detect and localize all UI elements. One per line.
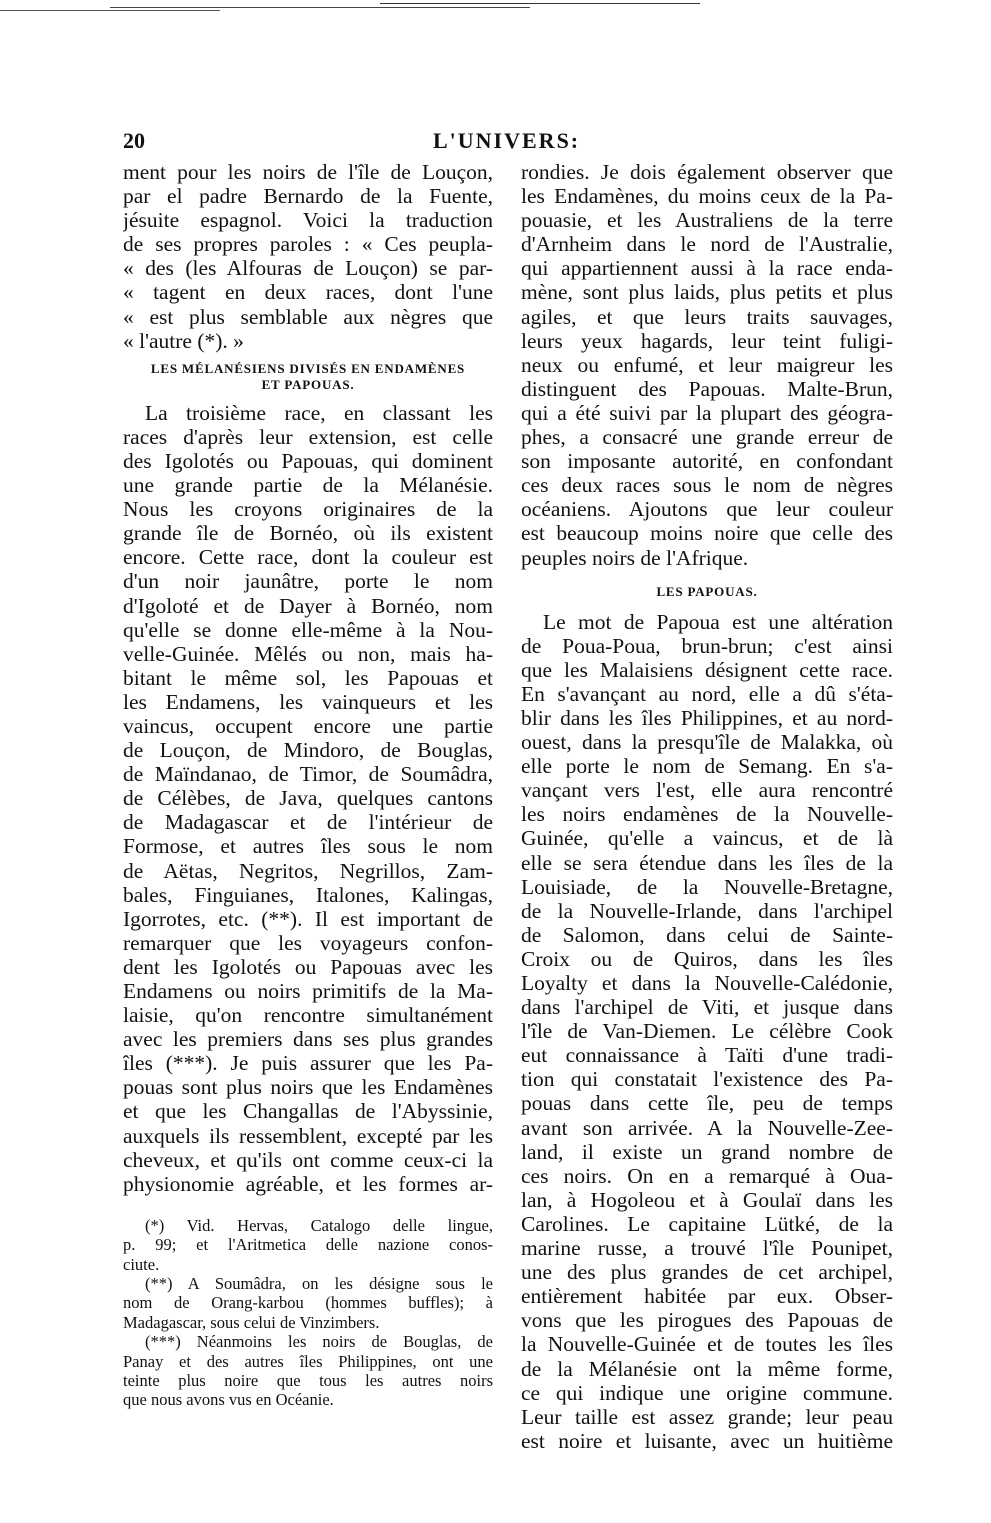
text-line: les Endamènes, du moins ceux de la Pa- — [521, 184, 893, 209]
section-heading-line: LES MÉLANÉSIENS DIVISÉS EN ENDAMÈNES — [150, 360, 466, 376]
text-line: lan, à Hogoleou et à Goulaï dans les — [521, 1187, 893, 1212]
footnote-line: (***) Néanmoins les noirs de Bouglas, de — [145, 1332, 493, 1352]
text-line: ces deux races sous le nom de nègres — [521, 473, 893, 498]
text-line: des Igolotés ou Papouas, qui dominent — [123, 448, 493, 473]
text-line: pouasie, et les Australiens de la terre — [521, 208, 893, 233]
text-line: de la Nouvelle-Irlande, dans l'archipel — [521, 898, 893, 923]
text-line: pouas sont plus noirs que les Endamènes — [123, 1075, 493, 1100]
text-line: peuples noirs de l'Afrique. — [521, 545, 749, 570]
footnote-line: que nous avons vus en Océanie. — [123, 1390, 334, 1410]
text-line: distinguent des Papouas. Malte-Brun, — [521, 376, 893, 401]
text-line: vaincus, occupent encore une partie — [123, 713, 493, 738]
text-line: vons que les pirogues des Papouas de — [521, 1308, 893, 1333]
running-head — [123, 128, 898, 158]
text-line: de Poua-Poua, brun-brun; c'est ainsi — [521, 633, 893, 658]
text-line: son imposante autorité, en confondant — [521, 449, 893, 474]
text-line: jésuite espagnol. Voici la traduction — [123, 208, 493, 233]
footnote-line: teinte plus noire que tous les autres noirs — [123, 1370, 493, 1390]
text-line: « tagent en deux races, dont l'une — [123, 280, 493, 305]
section-heading-line: ET PAPOUAS. — [261, 376, 355, 392]
paragraph-intro — [123, 160, 493, 353]
text-line: Carolines. Le capitaine Lütké, de la — [521, 1211, 893, 1236]
text-line: entièrement habitée par eux. Obser- — [521, 1284, 893, 1309]
section-heading-papouas: LES PAPOUAS. — [656, 583, 758, 599]
text-line: Louisiade, de la Nouvelle-Bretagne, — [521, 874, 893, 899]
footnote-line: nom de Orang-karbou (hommes buffles); à — [123, 1293, 493, 1313]
text-line: grande île de Bornéo, où ils existent — [123, 521, 493, 546]
footnote-line: p. 99; et l'Aritmetica delle nazione conos- — [123, 1235, 493, 1255]
text-line: de Célèbes, de Java, quelques cantons — [123, 786, 493, 811]
footnote-line: Madagascar, sous celui de Vinzimbers. — [123, 1312, 380, 1332]
text-line: rondies. Je dois également observer que — [521, 160, 893, 184]
text-line: « est plus semblable aux nègres que — [123, 304, 493, 329]
text-line: auxquels ils ressemblent, excepté par les — [123, 1123, 493, 1148]
text-line: de Aëtas, Negritos, Negrillos, Zam- — [123, 858, 493, 883]
text-line: physionomie agréable, et les formes ar- — [123, 1171, 493, 1196]
text-line: Le mot de Papoua est une altération — [543, 609, 893, 634]
text-line: d'Arnheim dans le nord de l'Australie, — [521, 232, 893, 257]
text-line: l'île de Van-Diemen. Le célèbre Cook — [521, 1019, 893, 1044]
paragraph-papoua-etymology — [521, 610, 893, 1453]
text-line: de la Mélanésie ont la même forme, — [521, 1356, 893, 1381]
text-line: mène, sont plus laids, plus petits et plus — [521, 280, 893, 305]
text-line: leurs yeux hagards, leur teint fuligi- — [521, 328, 893, 353]
section-heading-melanesiens — [123, 361, 493, 393]
text-line: Endamens ou noirs primitifs de la Ma- — [123, 979, 493, 1003]
text-line: de Madagascar et de l'intérieur de — [123, 810, 493, 835]
text-line: qu'elle se donne elle-même à la Nou- — [123, 617, 493, 642]
text-line: ces noirs. On en a remarqué à Oua- — [521, 1163, 893, 1188]
text-line: qui a été suivi par la plupart des géogra- — [521, 400, 893, 425]
text-line: blir dans les îles Philippines, et au nord- — [521, 705, 893, 730]
text-line: encore. Cette race, dont la couleur est — [123, 545, 493, 570]
text-line: d'un noir jaunâtre, porte le nom — [123, 569, 493, 594]
text-line: avant son arrivée. A la Nouvelle-Zee- — [521, 1115, 893, 1140]
text-line: races d'après leur extension, est celle — [123, 424, 493, 449]
text-line: est beaucoup moins noire que celle des — [521, 521, 893, 546]
text-line: La troisième race, en classant les — [145, 400, 493, 425]
text-line: bales, Finguianes, Italones, Kalingas, — [123, 882, 493, 907]
text-line: îles (***). Je puis assurer que les Pa- — [123, 1051, 493, 1076]
footnote-line: ciute. — [123, 1254, 160, 1274]
text-line: eut connaissance à Taïti d'une tradi- — [521, 1043, 893, 1068]
text-line: velle-Guinée. Mêlés ou non, mais ha- — [123, 641, 493, 666]
text-line: la Nouvelle-Guinée et de toutes les îles — [521, 1332, 893, 1357]
text-line: neux ou enfumé, et leur maigreur les — [521, 352, 893, 377]
text-line: « l'autre (*). » — [123, 328, 244, 353]
footnote-line: (**) A Soumâdra, on les désigne sous le — [145, 1274, 493, 1294]
text-line: ment pour les noirs de l'île de Louçon, — [123, 160, 493, 184]
text-line: par el padre Bernardo de la Fuente, — [123, 184, 493, 209]
text-line: vançant vers l'est, elle aura rencontré — [521, 778, 893, 803]
text-line: cheveux, et qu'ils ont comme ceux-ci la — [123, 1147, 493, 1172]
footnote-line: (*) Vid. Hervas, Catalogo delle lingue, — [145, 1215, 493, 1235]
text-line: dent les Igolotés ou Papouas avec les — [123, 954, 493, 979]
text-line: « des (les Alfouras de Louçon) se par- — [123, 256, 493, 281]
text-line: Croix ou de Quiros, dans les îles — [521, 946, 893, 971]
text-line: les noirs endamènes de la Nouvelle- — [521, 802, 893, 827]
text-line: les Endamens, les vainqueurs et les — [123, 689, 493, 714]
text-line: Loyalty et dans la Nouvelle-Calédonie, — [521, 971, 893, 995]
text-line: tion qui constatait l'existence des Pa- — [521, 1067, 893, 1092]
left-column — [123, 160, 493, 1410]
footnote-line: Panay et des autres îles Philippines, ont une — [123, 1351, 493, 1371]
text-line: et que les Changallas de l'Abyssinie, — [123, 1099, 493, 1124]
scan-edge-artifact — [0, 2, 700, 12]
text-line: de ses propres paroles : « Ces peupla- — [123, 232, 493, 257]
text-line: Nous les croyons originaires de la — [123, 497, 493, 522]
text-line: laisie, qu'on rencontre simultanément — [123, 1003, 493, 1028]
paragraph-troisieme-race — [123, 401, 493, 1196]
text-line: agiles, et que leurs traits sauvages, — [521, 304, 893, 329]
footnotes — [123, 1216, 493, 1410]
text-line: une grande partie de la Mélanésie. — [123, 473, 493, 498]
text-line: océaniens. Ajoutons que leur couleur — [521, 497, 893, 522]
text-line: remarquer que les voyageurs confon- — [123, 930, 493, 955]
text-line: avec les premiers dans ses plus grandes — [123, 1027, 493, 1052]
text-line: bitant le même sol, les Papouas et — [123, 665, 493, 690]
text-line: ouest, dans la presqu'île de Malakka, où — [521, 730, 893, 755]
text-line: dans l'archipel de Viti, et jusque dans — [521, 995, 893, 1020]
running-title: L'UNIVERS: — [433, 128, 581, 153]
text-line: marine russe, a trouvé l'île Pounipet, — [521, 1236, 893, 1261]
text-line: elle porte le nom de Semang. En s'a- — [521, 754, 893, 779]
text-line: land, il existe un grand nombre de — [521, 1139, 893, 1164]
right-column — [521, 160, 893, 1453]
text-line: de Salomon, dans celui de Sainte- — [521, 922, 893, 947]
text-line: de Maïndanao, de Timor, de Soumâdra, — [123, 762, 493, 787]
text-line: Guinée, qu'elle a vaincus, et de là — [521, 826, 893, 851]
text-line: elle se sera étendue dans les îles de la — [521, 850, 893, 875]
text-line: Leur taille est assez grande; leur peau — [521, 1404, 893, 1429]
text-line: Igorrotes, etc. (**). Il est important de — [123, 906, 493, 931]
text-line: que les Malaisiens désignent cette race. — [521, 657, 893, 682]
text-line: qui appartiennent aussi à la race enda- — [521, 256, 893, 281]
page-number: 20 — [123, 128, 145, 153]
text-line: phes, a consacré une grande erreur de — [521, 425, 893, 450]
text-line: est noire et luisante, avec un huitième — [521, 1428, 893, 1453]
paragraph-continued — [521, 160, 893, 570]
text-line: pouas dans cette île, peu de temps — [521, 1091, 893, 1116]
text-line: de Louçon, de Mindoro, de Bouglas, — [123, 738, 493, 763]
text-line: une des plus grandes de cet archipel, — [521, 1260, 893, 1285]
text-line: d'Igoloté et de Dayer à Bornéo, nom — [123, 593, 493, 618]
text-line: En s'avançant au nord, elle a dû s'éta- — [521, 681, 893, 706]
text-line: Formose, et autres îles sous le nom — [123, 834, 493, 859]
text-line: ce qui indique une origine commune. — [521, 1380, 893, 1405]
